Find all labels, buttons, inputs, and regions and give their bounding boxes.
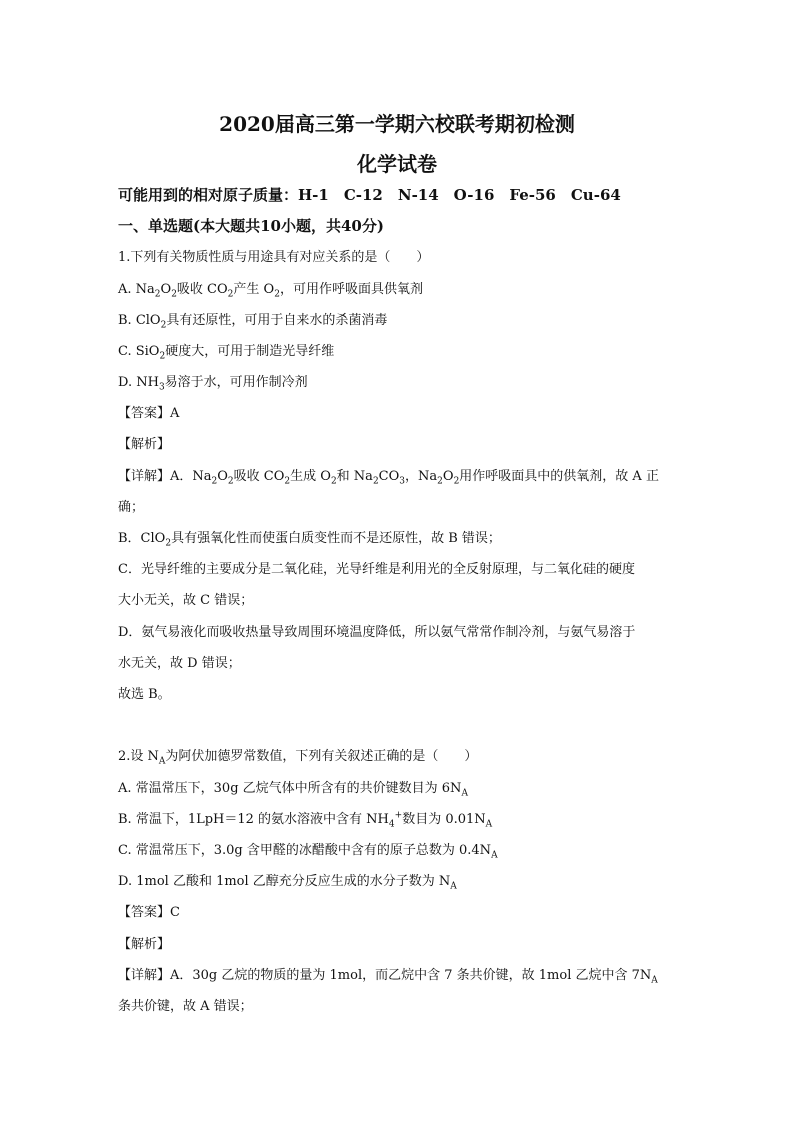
q2-answer: 【答案】C <box>118 905 180 920</box>
q2-analysis-label: 【解析】 <box>118 937 171 952</box>
q1-answer: 【答案】A <box>118 406 180 421</box>
exam-subtitle: 化学试卷 <box>357 152 437 176</box>
q2-detail-a-cont: 条共价键，故 A 错误； <box>118 999 253 1014</box>
q1-detail-d-cont: 水无关，故 D 错误； <box>118 656 241 671</box>
q2-stem: 2.设 $N_A$为阿伏加德罗常数值，下列有关叙述正确的是（ ） <box>118 749 478 767</box>
q1-option-d: D. $NH_3$易溶于水，可用作制冷剂 <box>118 375 308 393</box>
atomic-masses-line: 可能用到的相对原子质量：H-1 C-12 N-14 O-16 Fe-56 Cu-64 <box>118 186 621 204</box>
q1-detail-c-cont: 大小无关，故 C 错误； <box>118 593 254 608</box>
q1-detail-a-cont: 确； <box>118 500 145 515</box>
q1-option-c: C. SiO$_2$硬度大，可用于制造光导纤维 <box>118 344 335 362</box>
q2-option-d: D. 1mol 乙酸和 1mol 乙醇充分反应生成的水分子数为 $N_A$ <box>118 874 457 892</box>
q1-detail-c: C．光导纤维的主要成分是二氧化硅，光导纤维是利用光的全反射原理，与二氧化硅的硬度 <box>118 562 635 577</box>
q2-option-c: C. 常温常压下，3.0g 含甲醛的冰醋酸中含有的原子总数为 $0.4N_A$ <box>118 843 498 861</box>
q1-detail-d: D．氨气易液化而吸收热量导致周围环境温度降低，所以氨气常常作制冷剂，与氨气易溶于 <box>118 625 636 640</box>
exam-title: 2020届高三第一学期六校联考期初检测 <box>219 112 575 136</box>
q1-detail-a: 【详解】A．$Na_2O_2$吸收 $CO_2$生成 $O_2$和 $Na_2CO_3$，$Na_2O_2$用作呼吸面具中的供氧剂，故 A 正 <box>118 469 659 487</box>
q1-conclusion: 故选 B。 <box>118 687 171 702</box>
q2-option-a: A. 常温常压下，30g 乙烷气体中所含有的共价键数目为 $6N_A$ <box>118 781 468 799</box>
q1-option-a: A. $Na_2O_2$吸收 $CO_2$产生 $O_2$，可用作呼吸面具供氧剂 <box>118 282 423 300</box>
q1-stem: 1.下列有关物质性质与用途具有对应关系的是（ ） <box>118 250 430 265</box>
q1-analysis-label: 【解析】 <box>118 437 171 452</box>
section-heading: 一、单选题(本大题共10小题，共40分) <box>118 217 384 235</box>
q2-option-b: B. 常温下，1LpH＝12 的氨水溶液中含有 $NH_4^+$数目为 $0.01N_A$ <box>118 810 493 830</box>
q2-detail-a: 【详解】A．30g 乙烷的物质的量为 1mol，而乙烷中含 7 条共价键，故 1mol 乙烷中含 $7N_A$ <box>118 968 658 986</box>
q1-detail-b: B．ClO$_2$具有强氧化性而使蛋白质变性而不是还原性，故 B 错误； <box>118 531 501 549</box>
q1-option-b: B. ClO$_2$具有还原性，可用于自来水的杀菌消毒 <box>118 313 388 331</box>
